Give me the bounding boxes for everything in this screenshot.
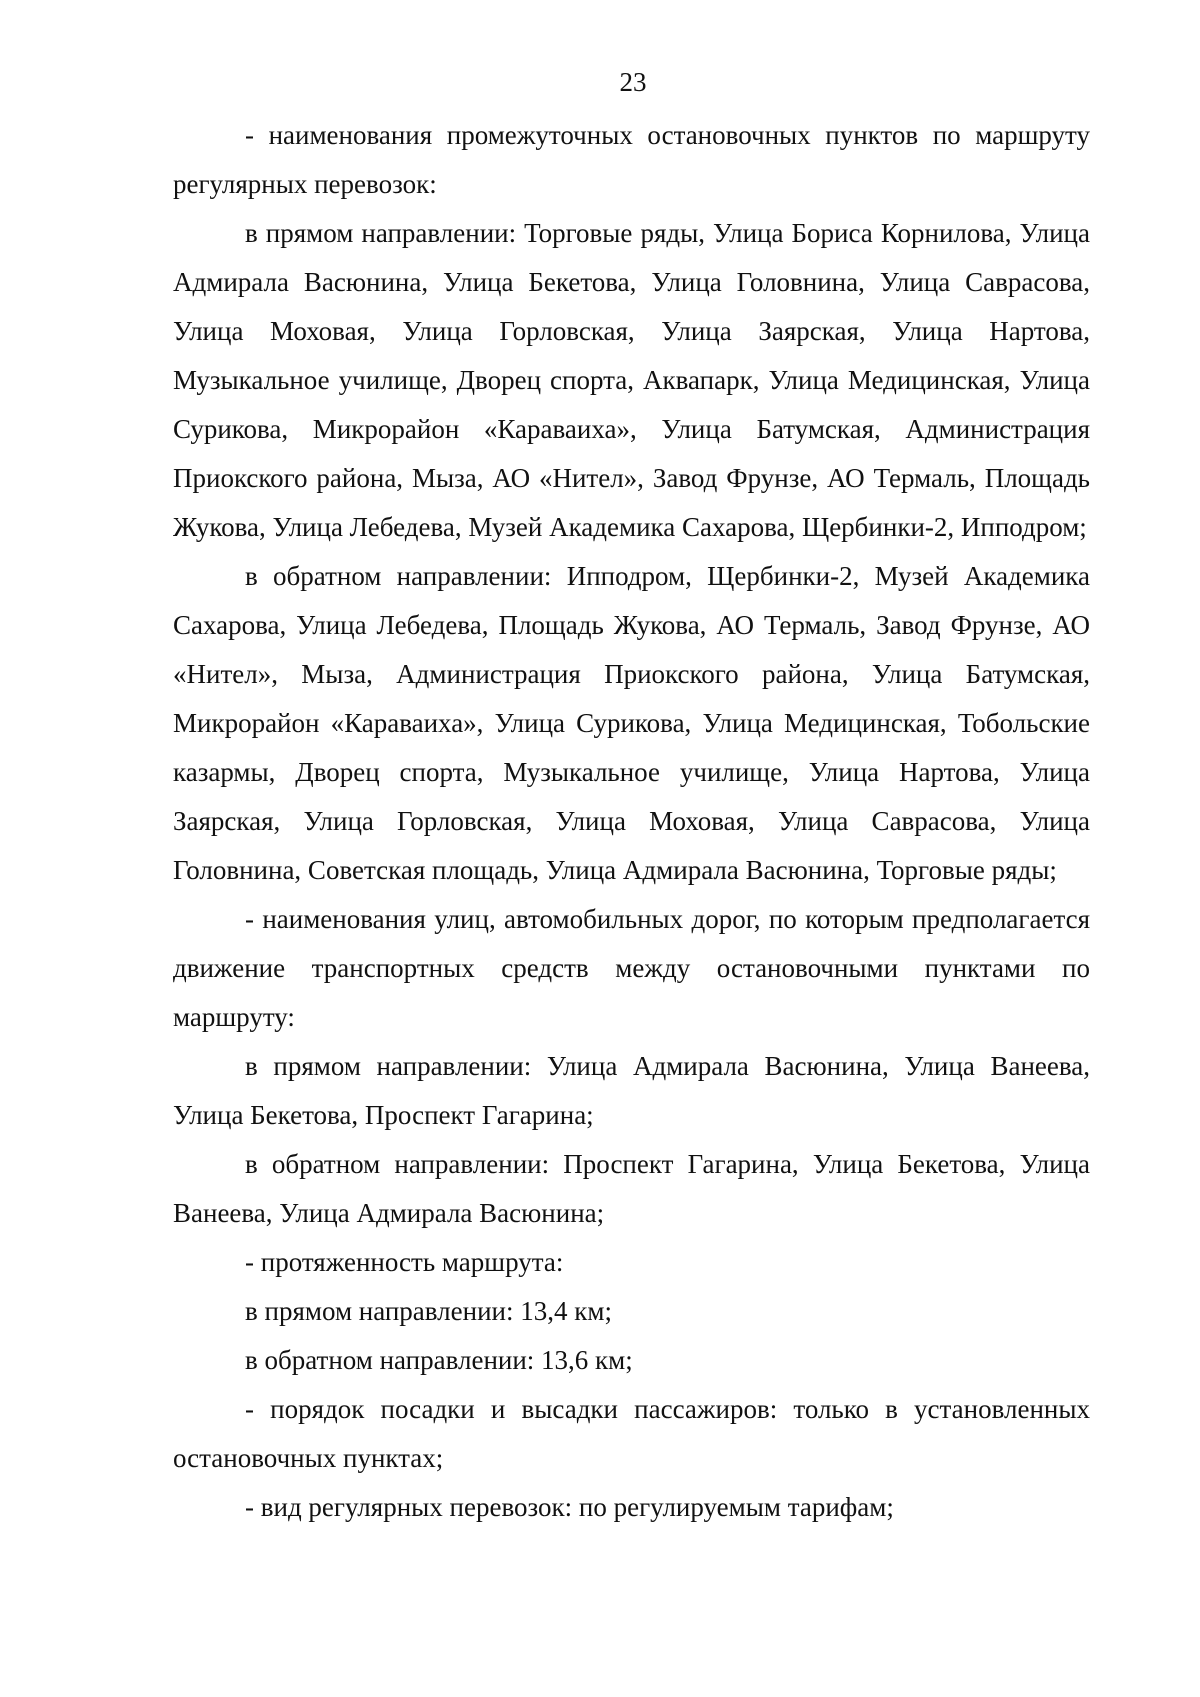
paragraph-stops-heading: - наименования промежуточных остановочных пунктов по маршруту регулярных перевозок: bbox=[173, 120, 1090, 199]
paragraph-streets-forward: в прямом направлении: Улица Адмирала Васюнина, Улица Ванеева, Улица Бекетова, Проспект Гагарина; bbox=[173, 1051, 1090, 1130]
paragraph-stops-backward: в обратном направлении: Ипподром, Щербинки-2, Музей Академика Сахарова, Улица Лебедева, Площадь Жукова, АО Термаль, Завод Фрунзе, АО «Нител», Мыза, Администрация Приокского района, Улица Батумская, Микрорайон «Караваиха», Улица Сурикова, Улица Медицинская, Тобольские казармы, Дворец спорта, Музыкальное училище, Улица Нартова, Улица Заярская, Улица Горловская, Улица Моховая, Улица Саврасова, Улица Головнина, Советская площадь, Улица Адмирала Васюнина, Торговые ряды; bbox=[173, 561, 1090, 885]
paragraph-streets-heading: - наименования улиц, автомобильных дорог, по которым предполагается движение транспортных средств между остановочными пунктами по маршруту: bbox=[173, 904, 1090, 1032]
document-body bbox=[173, 111, 1090, 1532]
paragraph-boarding-order: - порядок посадки и высадки пассажиров: только в установленных остановочных пунктах; bbox=[173, 1394, 1090, 1473]
paragraph-streets-backward: в обратном направлении: Проспект Гагарина, Улица Бекетова, Улица Ванеева, Улица Адмирала Васюнина; bbox=[173, 1149, 1090, 1228]
paragraph-stops-forward: в прямом направлении: Торговые ряды, Улица Бориса Корнилова, Улица Адмирала Васюнина, Улица Бекетова, Улица Головнина, Улица Саврасова, Улица Моховая, Улица Горловская, Улица Заярская, Улица Нартова, Музыкальное училище, Дворец спорта, Аквапарк, Улица Медицинская, Улица Сурикова, Микрорайон «Караваиха», Улица Батумская, Администрация Приокского района, Мыза, АО «Нител», Завод Фрунзе, АО Термаль, Площадь Жукова, Улица Лебедева, Музей Академика Сахарова, Щербинки-2, Ипподром; bbox=[173, 218, 1090, 542]
page-number: 23 bbox=[619, 67, 647, 97]
paragraph-length-backward: в обратном направлении: 13,6 км; bbox=[245, 1345, 633, 1375]
paragraph-length-heading: - протяженность маршрута: bbox=[245, 1247, 564, 1277]
paragraph-length-forward: в прямом направлении: 13,4 км; bbox=[245, 1296, 612, 1326]
paragraph-transport-type: - вид регулярных перевозок: по регулируемым тарифам; bbox=[245, 1492, 894, 1522]
